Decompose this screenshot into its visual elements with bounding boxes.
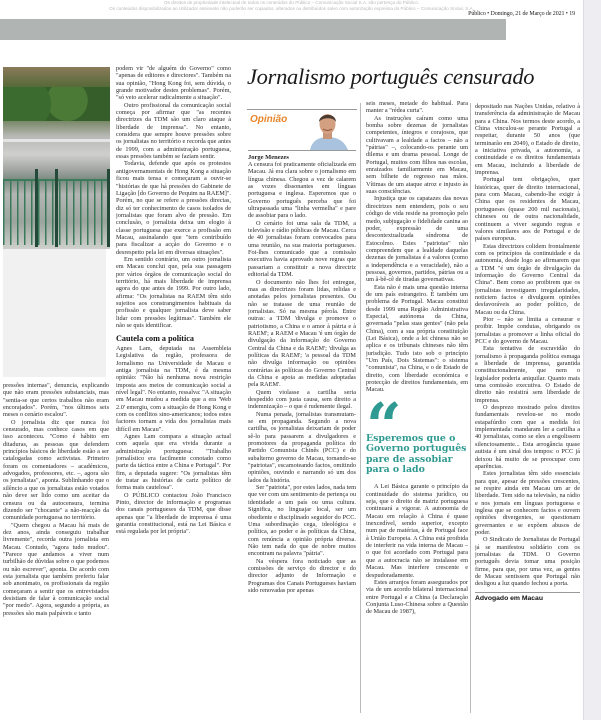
paragraph: O jornalista diz que nunca foi censurado, mas conhece casos em que isso aconteceu. "Como é hábito em ditaduras, as pessoas que defendem princípios básicos de liberdade estão a ser catalogadas como activistas. Primeiro foram os comentadores – académicos, advogados, professores, etc. –, agora são os jornalistas", aponta. Sublinhando que o silêncio a que os jornalistas estão votados não deve ser lido como um aceitar da censura ou da autocensura, termina dizendo ser "chocante" a não-reacção da comunidade portuguesa no território. bbox=[3, 418, 109, 522]
copyright-line-2: Os conteúdos disponibilizados ao Utilizador assinante não poderão ser copiados, alterados ou distribuídos salvo com autorização expressa do Público – Comunicação Social, S.A. bbox=[109, 5, 474, 11]
paragraph: depositado nas Nações Unidas, relativo à transferência da administração de Macau para a China. Nos termos deste acordo, a China vinculou-se perante Portugal a respeitar, durante 50 anos (que terminarão em 2049), o Estado de direito, a iniciativa privada, a autonomia, a continuidade e os direitos fundamentais em Macau, incluindo a liberdade de imprensa. bbox=[475, 103, 580, 177]
paragraph: O PÚBLICO contactou João Francisco Pinto, director de informação e programas dos canais portugueses da TDM, que disse apenas que "a liberdade de imprensa é uma garantia constitucional, está na Lei Básica e está regulada por lei própria". bbox=[116, 491, 231, 536]
paragraph: Esta tentativa de escravidão do jornalismo à propaganda política esmaga a liberdade de imprensa, garantida constitucionalmente, que nem o legislador poderia aniquilar. Quanto mais uma comissão executiva. O Estado de direito não resistirá sem liberdade de imprensa. bbox=[475, 345, 580, 404]
page-folio: Público • Domingo, 21 de Março de 2021 • 19 bbox=[468, 11, 575, 17]
paragraph: pressões internas", denuncia, explicando que não eram pressões substanciais, mas "sentia-se que certos trabalhos não eram encorajados". Porém, "nos últimos seis meses o cenário escalou". bbox=[3, 382, 109, 419]
opinion-headline: Jornalismo português censurado bbox=[247, 64, 535, 89]
author-signoff: Advogado em Macau bbox=[475, 594, 543, 602]
paragraph: Esta não é mais uma questão interna de um país estrangeiro. É também um problema de Portugal. Macau constitui desde 1999 uma Região Administrativa Especial, autónoma da China, governada "pelas suas gentes" (não pela China), com a sua própria constituição (Lei Básica), onde a lei chinesa não se aplica e os tribunais chineses não têm jurisdição. Tudo isto sob o princípio "Um País, Dois Sistemas": o sistema "comunista", na China, e o de Estado de direito, com liberdade económica e protecção de direitos fundamentais, em Macau. bbox=[366, 283, 468, 394]
paragraph: Agnes Lam compara a situação actual com aquela que era vivida durante a administração portuguesa: "Trabalho jornalístico era facilmente conotado como parte da táctica entre a China e Portugal". Por fim, a deputada sugere: "Os jornalistas têm de tratar as histórias de cariz político de forma mais cautelosa". bbox=[116, 433, 231, 492]
signoff-rule bbox=[475, 592, 580, 593]
paragraph: Outro profissional da comunicação social começa por afirmar que "as recentes directrizes da TDM são um claro ataque à liberdade de imprensa". No entanto, considera que sempre houve pressões sobre os jornalistas no território e recorda que antes de 1999, com a administração portuguesa, essas pressões também se faziam sentir. bbox=[116, 101, 231, 161]
opinion-header-box bbox=[247, 109, 357, 150]
photo-hedge bbox=[3, 87, 110, 121]
author-portrait bbox=[302, 110, 352, 150]
paragraph: Ser "patriota", por estes lados, nada tem que ver com um sentimento de pertença ou identidade a um país ou uma cultura. Significa, no linguajar local, ser um obediente e disciplinado seguidor do PCC. Uma subordinação cega, ideológica e política, ao poder e às políticas da China, com renúncia a opinião própria diversa. Não tem nada do que de nobre muitos encontram na palavra "pátria". bbox=[248, 484, 356, 558]
paragraph: Estes jornalistas têm sido essenciais para que, apesar de pressões crescentes, se respire ainda em Macau um ar de liberdade. Tem sido na televisão, na rádio e nos jornais em línguas portuguesa e inglesa que se conhecem factos e ouvem opiniões divergentes, se questionam governantes e se expõem abusos de poder. bbox=[475, 470, 580, 536]
author-name: Jorge Menezes bbox=[248, 150, 356, 162]
column-rule bbox=[360, 103, 361, 713]
paragraph: O documento não lhes foi entregue, mas as directrizes foram lidas, relidas e anotadas pelos jornalistas presentes. Ou não se tratasse de uma reunião de jornalistas. Só na mesma pérola. Entre outras: a TDM 'divulga e promove o patriotismo, a China e o amor à pátria e à RAEM'; a RAEM e Macau 'é um órgão de divulgação da informação do Governo Central da China e da RAEM'; 'divulga as políticas da RAEM'; 'a pessoal da TDM não divulga informação ou opiniões contrárias às políticas do Governo Central da China e apoia as medidas adoptadas pela RAEM'. bbox=[248, 278, 356, 389]
paragraph: O cenário foi uma sala da TDM, a televisão e rádio públicas de Macau. Cerca de 40 jornalistas foram convocados para uma reunião, na sua maioria portugueses. Foi-lhes comunicado que a comissão executiva havia aprovado nove regras que passariam a constituir a nova directriz editorial da TDM. bbox=[248, 219, 356, 279]
photo-fence-post bbox=[107, 169, 110, 247]
grey-banner bbox=[0, 19, 506, 40]
quote-mark-icon bbox=[366, 400, 468, 434]
paragraph: O desprezo mostrado pelos direitos fundamentais revelou-se no modo estapafúrdio com que a medida foi implementada: mandaram ler a cartilha a 40 jornalistas, como se eles a engolissem silenciosamente... Esta arrogância quase autista é um sinal dos tempos: o PCC já deixou há muito de se preocupar com aparências. bbox=[475, 404, 580, 470]
paragraph: "Quem chegou a Macau há mais de dez anos, ainda conseguiu trabalhar livremente", recorda outra jornalista em Macau. Contudo, "agora tudo mudou". "Parece que andamos a viver num turbilhão de dúvidas sobre o que podemos ou não escrever", aponta. De acordo com esta jornalista que também preferiu falar sob anonimato, os profissionais da região começaram a sentir que os entrevistados desistiam de falar à comunicação social "por medo". Agora, segundo a própria, as pressões são mais palpáveis e tanto bbox=[3, 521, 109, 617]
paragraph: A censura foi praticamente oficializada em Macau. Já era clara sobre o jornalismo em língua chinesa. Chegou a vez de calarem as vozes dissonantes em línguas portuguesa e inglesa. Esperemos que o Governo português perceba que foi ultrapassada uma "linha vermelha" e pare de assobiar para o lado. bbox=[248, 161, 356, 220]
paragraph: Estes arranjos foram assegurados por via de um acordo bilateral internacional entre Portugal e a China (a Declaração Conjunta Luso-Chinesa sobre a Questão de Macau de 1987), bbox=[366, 578, 468, 616]
opinion-label: Opinião bbox=[250, 114, 288, 125]
photo-fence-post bbox=[55, 169, 58, 247]
article-column-1 bbox=[3, 382, 109, 718]
paragraph: seis meses, metade do habitual. Para manter a "rédea curta". bbox=[366, 100, 468, 115]
opinion-column-2 bbox=[366, 100, 468, 718]
paragraph: Injustiça que os capatazes das novas directrizes nem entendem, pois o seu código de vida reside na promoção pelo medo, subjugação e fidelidade canina ao poder, expressão de uma descontextualizada síndroma de Estocolmo. Estes "patriotas" não compreendem que a lealdade daquelas dezenas de jornalistas é a valores (como a independência e a veracidade), não a pessoas, governos, partidos, pátrias ou a um â-bê-cê de tiradas governativas. bbox=[366, 195, 468, 284]
paragraph: Na véspera fora noticiado que as comissões de serviço do director e do director adjunto de Informação e Programas dos Canais Portugueses haviam sido renovadas por apenas bbox=[248, 557, 356, 594]
paragraph: Pior – não se limita a censurar e proibir. Impõe condutas, obrigando os jornalistas a promover a linha oficial do PCC e do governo de Macau. bbox=[475, 315, 580, 345]
article-column-2 bbox=[116, 65, 231, 718]
paragraph: Portugal tem obrigações, quer históricas, quer de direito internacional, para com Macau, cabendo-lhe exigir à China que os residentes de Macau, portugueses (quase 200 mil nacionais), chineses ou de outra nacionalidade, continuem a viver segundo regras e valores similares aos de Portugal e de países europeus. bbox=[475, 176, 580, 243]
copyright-line-1: Os direitos de propriedade intelectual de todos os conteúdos do Público – Comunicação Social S.A. são pertença do Público. bbox=[163, 0, 420, 5]
paragraph: A Lei Básica garante o princípio da continuidade do sistema jurídico, ou seja, que o direito de matriz portuguesa continuará a vigorar. A autonomia de Macau em relação à China é quase inexcedível, sendo superior, excepto num par de matérias, à de Portugal face à União Europeia. A China está proibida de interferir na vida interna de Macau – o que foi acordado com Portugal para que a autocracia não se instalasse em Macau. Mas interfere crescente e despudoradamente. bbox=[366, 483, 468, 579]
opinion-column-3 bbox=[475, 103, 580, 683]
paragraph: Em sentido contrário, um outro jornalista em Macau conclui que, pela sua passagem por vários órgãos de comunicação social do território, há mais liberdade de imprensa agora do que antes de 1999. Por outro lado, afirma: "Os jornalistas na RAEM têm sido sujeitos aos constrangimentos habituais da profissão e qualquer jornalista deve saber lidar com pressões legítimas". Também ele não se quis identificar. bbox=[116, 255, 231, 330]
paragraph: O Sindicato de Jornalistas de Portugal já se manifestou solidário com os jornalistas da TDM. O Governo português devia tomar uma posição firme, para que, por uma vez, as gentes de Macau sentissem que Portugal não desligou a luz quando fechou a porta. bbox=[475, 536, 580, 588]
paragraph: As instruções caíram como uma bomba sobre dezenas de jornalistas competentes, íntegros e corajosos, que cultivavam a lealdade a factos – não a "pátrias" –, colocando-os perante um dilema e um drama pessoal. Longe de Portugal, muitos com filhos nas escolas, enraizados familiarmente em Macau, sem bilhete de regresso nas mãos. Vítimas de um ataque atroz e injusto às suas consciências. bbox=[366, 114, 468, 196]
copyright-notice bbox=[0, 0, 583, 11]
paragraph: Agnes Lam, deputada na Assembleia Legislativa da região, professora de Jornalismo na Universidade de Macau e antiga jornalista na TDM, é da mesma opinião: "Não há nenhuma nova restrição imposta aos meios de comunicação social a nível legal". No entanto, ressalva: "A situação em Macau mudou a medida que a era 'Web 2.0' emergiu, com a situação de Hong Kong e com os conflitos sino-americanos; todos estes factores tornam a vida dos jornalistas mais difícil em Macau". bbox=[116, 344, 231, 433]
paragraph: Quem violasse a cartilha seria despedido com justa causa, sem direito a indemnização – o que é rudemente ilegal. bbox=[248, 388, 356, 411]
vertical-scrollbar[interactable] bbox=[583, 0, 601, 720]
opinion-column-1 bbox=[248, 161, 356, 718]
paragraph: Todavia, defende que após os protestos antigovernamentais de Hong Kong a situação ficou mais tensa e começaram a ouvir-se "histórias de que há pressões do Gabinete de Ligação [do Governo de Pequim na RAEM]". Porém, no que se refere a pressões directas, diz só ter conhecimento de casos isolados de jornalistas que foram alvo de pressão. Em conclusão, o jornalista deixa um elogio à classe portuguesa que exerce a profissão em Macau, assinalando que "tem contribuído para fiscalizar a acção do Governo e o desrespeito pela lei em diversas situações". bbox=[116, 160, 231, 256]
paragraph: Numa penada, jornalistas transmutam-se em propaganda. Segundo a nova cartilha, os jornalistas deixariam de poder sê-lo para passarem a divulgadores e promotores da propaganda política do Partido Comunista Chinês (PCC) e do subalterno governo de Macau, tornando-se "patriotas", escamoteando factos, omitindo opiniões, ouvindo e narrando só um dos lados da história. bbox=[248, 410, 356, 484]
paragraph: podem vir "de alguém do Governo" como "apenas de editores e directores". Também na sua opinião, "Hong Kong foi, sem dúvida, o grande motivador destes problemas". Porém, "só veio acelerar radicalmente a situação". bbox=[116, 65, 231, 102]
photo-road-marking bbox=[3, 139, 110, 142]
section-subhead: Cautela com a política bbox=[116, 334, 194, 344]
paragraph: Estas directrizes colidem frontalmente com os princípios da continuidade e da autonomia, desde logo ao afirmarem que a TDM "é um órgão de divulgação da informação do Governo Central da China". Bem como ao proibirem que os jornalistas investiguem irregularidades, noticiem factos e divulguem opiniões desfavoráveis ao poder político, de Macau ou da China. bbox=[475, 242, 580, 316]
pull-quote: Esperemos que o Governo português pare de assobiar para o lado bbox=[366, 432, 467, 475]
photo-fence-post bbox=[35, 169, 38, 247]
column-rule bbox=[470, 103, 471, 713]
image-placeholder bbox=[3, 249, 106, 377]
street-photo bbox=[3, 67, 110, 249]
